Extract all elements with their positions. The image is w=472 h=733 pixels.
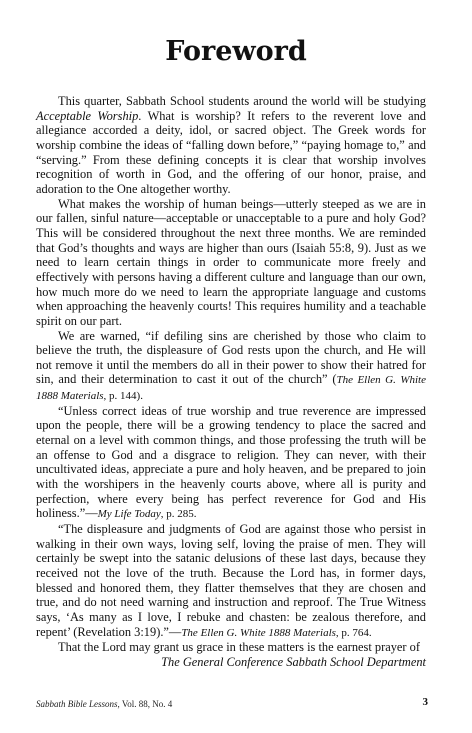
text-run: We are warned, “if defiling sins are cherished by those who claim to believe the truth, the displeasure of God rests upon the church, and He will not remove it until the members do all in their power to show their hatred for sin, and their determination to cast it out of the church” ( xyxy=(36,328,426,387)
publication-title: Sabbath Bible Lessons xyxy=(36,699,118,709)
text-run: That the Lord may grant us grace in these matters is the earnest prayer of xyxy=(58,640,420,655)
paragraph xyxy=(36,404,426,522)
text-run: This quarter, Sabbath School students around the world will be studying xyxy=(58,94,426,108)
page-title: Foreword xyxy=(165,36,307,67)
page-number: 3 xyxy=(422,696,428,708)
text-run: , p. 764. xyxy=(335,626,372,639)
paragraph xyxy=(36,197,426,329)
text-run: , p. 144). xyxy=(103,390,143,403)
citation-title: Acceptable Worship xyxy=(36,108,139,123)
text-run: “Unless correct ideas of true worship and true reverence are impressed upon the people, there will be a growing tendency to place the sacred and eternal on a level with common things, and those professing the truth will be an offense to God and a disgrace to religion. They can never, with their uncultivated ideas, appreciate a pure and holy heaven, and be prepared to join with the worshipers in the heavenly courts above, where all is purity and perfection, where every being has perfect reverence for God and His holiness.”— xyxy=(36,403,426,521)
paragraph xyxy=(36,522,426,640)
paragraph xyxy=(36,329,426,404)
signature: The General Conference Sabbath School Department xyxy=(161,654,426,669)
text-run: , p. 285. xyxy=(160,508,197,521)
issue-info: , Vol. 88, No. 4 xyxy=(117,699,173,709)
footer-publication xyxy=(36,699,172,709)
foreword-body xyxy=(36,94,426,670)
paragraph xyxy=(36,640,426,655)
citation-title: My Life Today xyxy=(97,508,161,521)
text-run: . What is worship? It refers to the reverent love and allegiance accorded a deity, idol, or sacred object. The Greek words for worship combine the ideas of “falling down before,” “paying homage to,” and “serving.” From these defining concepts it is clear that worship involves recognition of worth in God, and the offering of our honor, praise, and adoration to the One altogether worthy. xyxy=(36,108,426,196)
citation-title: The Ellen G. White 1888 Materials xyxy=(181,626,336,639)
text-run: What makes the worship of human beings—utterly steeped as we are in our fallen, sinful nature—acceptable or unacceptable to a pure and holy God? This will be considered throughout the next three months. We are reminded that God’s thoughts and ways are higher than ours (Isaiah 55:8, 9). Just as we need to learn certain things in order to communicate more freely and effectively with persons having a different culture and language than our own, how much more do we need to learn the appropriate language and customs when approaching the heavenly courts! This requires humility and a teachable spirit on our part. xyxy=(36,196,426,328)
text-run: “The displeasure and judgments of God are against those who persist in walking in their own ways, loving self, loving the praise of men. They will certainly be swept into the satanic delusions of these last days, because they received not the love of the truth. Because the Lord has, in former days, blessed and honored them, they flatter themselves that they are chosen and true, and do not need warning and instruction and reproof. The True Witness says, ‘As many as I love, I rebuke and chasten: be zealous therefore, and repent’ (Revelation 3:19).”— xyxy=(36,522,426,639)
paragraph xyxy=(36,94,426,197)
citation-title: The Ellen G. White 1888 Materials xyxy=(36,374,426,403)
